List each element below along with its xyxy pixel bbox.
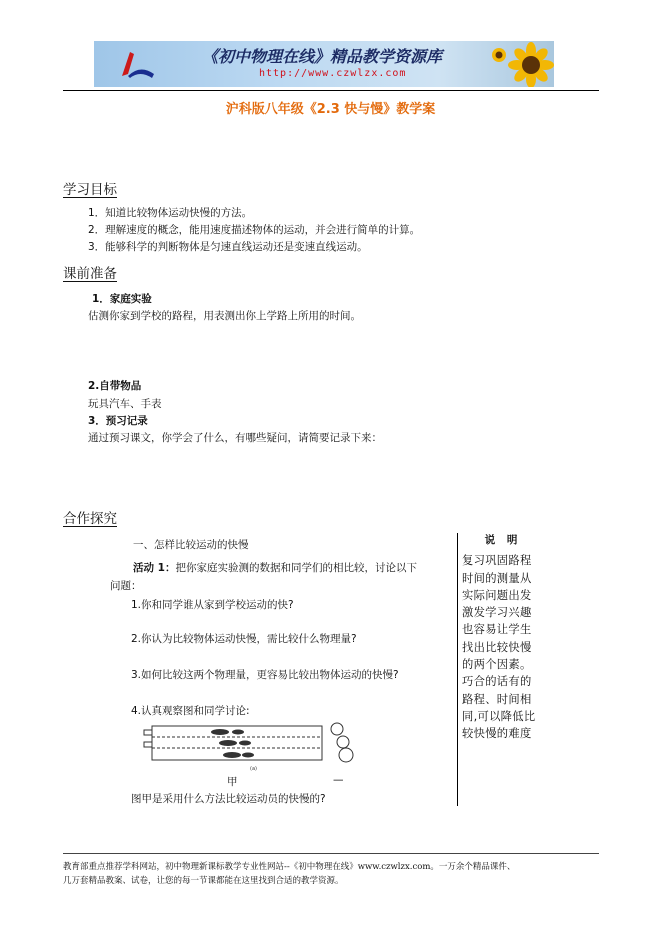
section-heading-prep: 课前准备 bbox=[63, 266, 117, 282]
section-heading-goals: 学习目标 bbox=[63, 182, 117, 198]
banner-url[interactable]: http://www.czwlzx.com bbox=[259, 68, 407, 79]
svg-text:(a): (a) bbox=[250, 766, 257, 772]
race-track-figure bbox=[140, 718, 365, 774]
figure-label-b: — bbox=[333, 774, 344, 786]
banner-title: 《初中物理在线》精品教学资源库 bbox=[202, 47, 443, 66]
sidebar-line: 的两个因素。 bbox=[462, 658, 532, 672]
goal-item-3: 3．能够科学的判断物体是匀速直线运动还是变速直线运动。 bbox=[88, 241, 368, 253]
question-4: 4.认真观察图和同学讨论: bbox=[131, 705, 250, 717]
question-3: 3.如何比较这两个物理量，更容易比较出物体运动的快慢? bbox=[131, 669, 399, 681]
section-heading-explore: 合作探究 bbox=[63, 511, 117, 527]
footer bbox=[63, 860, 603, 888]
figure-label-a: 甲 bbox=[227, 776, 238, 788]
header-rule bbox=[63, 90, 599, 91]
question-1: 1.你和同学谁从家到学校运动的快? bbox=[131, 599, 294, 611]
footer-rule bbox=[63, 853, 599, 854]
goal-item-1: 1．知道比较物体运动快慢的方法。 bbox=[88, 207, 253, 219]
question-2: 2.你认为比较物体运动快慢，需比较什么物理量? bbox=[131, 633, 357, 645]
sidebar-line: 较快慢的难度 bbox=[462, 727, 532, 741]
column-divider bbox=[457, 533, 458, 806]
sidebar-line: 同,可以降低比 bbox=[462, 709, 536, 723]
page-title: 沪科版八年级《2.3 快与慢》教学案 bbox=[225, 102, 436, 117]
sunflower-icon bbox=[489, 41, 554, 87]
prep-item3-text: 通过预习课文，你学会了什么，有哪些疑问，请简要记录下来： bbox=[88, 432, 382, 444]
sidebar-line: 激发学习兴趣 bbox=[462, 606, 532, 620]
logo-icon bbox=[116, 46, 156, 82]
goal-item-2: 2．理解速度的概念，能用速度描述物体的运动，并会进行简单的计算。 bbox=[88, 224, 421, 236]
sidebar-line: 找出比较快慢 bbox=[462, 640, 532, 654]
sidebar-line: 实际问题出发 bbox=[462, 588, 532, 602]
sidebar-line: 复习巩固路程 bbox=[462, 554, 532, 568]
sidebar-heading: 说 明 bbox=[484, 534, 522, 546]
activity-text-cont: 问题： bbox=[110, 580, 142, 592]
prep-item1-text: 估测你家到学校的路程，用表测出你上学路上所用的时间。 bbox=[88, 310, 361, 322]
sidebar-note bbox=[462, 532, 544, 743]
footer-line-1: 教育部重点推荐学科网站，初中物理新课标教学专业性网站--《初中物理在线》www.czwlzx.com。一万余个精品课件、 bbox=[63, 862, 516, 872]
question-5: 图甲是采用什么方法比较运动员的快慢的? bbox=[131, 793, 326, 805]
prep-item2-text: 玩具汽车、手表 bbox=[88, 398, 162, 410]
activity-text: 把你家庭实验测的数据和同学们的相比较，讨论以下 bbox=[175, 562, 417, 574]
header-banner bbox=[94, 41, 554, 87]
sidebar-line: 路程、时间相 bbox=[462, 692, 532, 706]
sidebar-line: 也容易让学生 bbox=[462, 623, 532, 637]
sidebar-line: 巧合的话有的 bbox=[462, 675, 532, 689]
activity-label: 活动 1： bbox=[133, 562, 176, 574]
sidebar-line: 时间的测量从 bbox=[462, 571, 532, 585]
activity-line bbox=[133, 560, 417, 575]
explore-subtitle: 一、怎样比较运动的快慢 bbox=[133, 539, 249, 551]
prep-item1-title: 1．家庭实验 bbox=[92, 293, 152, 305]
prep-item3-title: 3．预习记录 bbox=[88, 415, 148, 427]
footer-line-2: 几万套精品教案、试卷，让您的每一节课都能在这里找到合适的教学资源。 bbox=[63, 876, 344, 886]
prep-item2-title: 2.自带物品 bbox=[88, 380, 142, 392]
